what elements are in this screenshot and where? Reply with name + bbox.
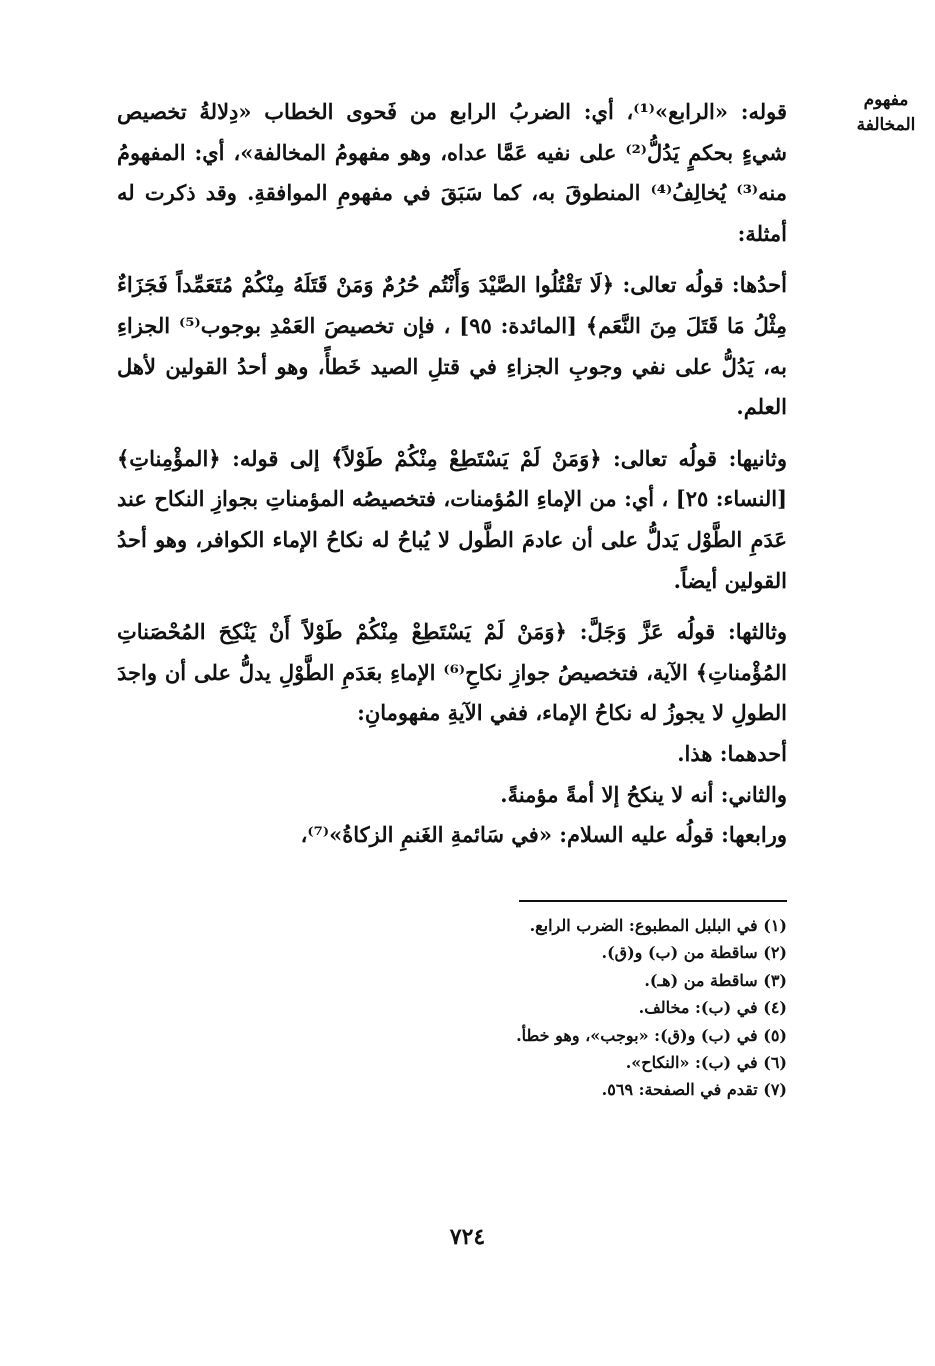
footnote-4: (٤) في (ب): مخالف. xyxy=(638,998,787,1018)
paragraph-5: أحدهما: هذا. xyxy=(677,740,787,766)
footnote-1: (١) في البلبل المطبوع: الضرب الرابع. xyxy=(529,916,787,935)
footnote-divider xyxy=(519,900,787,902)
margin-heading xyxy=(851,88,921,137)
footnotes xyxy=(147,912,787,1104)
paragraph-4: وثالثها: قولُه عَزَّ وَجَلَّ: ﴿وَمَنْ لَمْ يَسْتَطِعْ مِنْكُمْ طَوْلاً أَنْ يَنْكِحَ المُحْصَناتِ المُؤْمناتِ﴾ الآية، فتخصيصُ جوازِ نكاحِ⁽⁶⁾ الإماءِ بعَدَمِ الطَّوْلِ يدلُّ على أن واجدَ الطولِ لا يجوزُ له نكاحُ الإماء، ففي الآيةِ مفهومانِ: xyxy=(117,619,787,726)
footnote-7: (٧) تقدم في الصفحة: ٥٦٩. xyxy=(601,1080,787,1100)
paragraph-2: أحدُها: قولُه تعالى: ﴿لَا تَقْتُلُوا الصَّيْدَ وَأَنْتُم حُرُمٌ وَمَنْ قَتَلَهُ مِنْكُمْ مُتَعَمِّداً فَجَزَاءٌ مِثْلُ مَا قَتَلَ مِنَ النَّعَم﴾ [المائدة: ٩٥] ، فإن تخصيصَ العَمْدِ بوجوب⁽⁵⁾ الجزاءِ به، يَدُلُّ على نفي وجوبِ الجزاءِ في قتلِ الصيد خَطأً، وهو أحدُ القولين لأهل العلم. xyxy=(117,272,788,420)
page-number: ٧٢٤ xyxy=(449,1224,486,1250)
footnote-2: (٢) ساقطة من (ب) و(ق). xyxy=(601,943,787,963)
paragraph-3: وثانيها: قولُه تعالى: ﴿وَمَنْ لَمْ يَسْتَطِعْ مِنْكُمْ طَوْلاً﴾ إلى قوله: ﴿المؤْمِناتِ﴾ [النساء: ٢٥] ، أي: من الإماءِ المُؤمنات، فتخصيصُه المؤمناتِ بجوازِ النكاح عند عَدَمِ الطَّوْل يَدلُّ على أن عادمَ الطَّول لا يُباحُ له نكاحُ الإماء الكوافر، وهو أحدُ القولين أيضاً. xyxy=(117,445,788,593)
footnote-5: (٥) في (ب) و(ق): «بوجب»، وهو خطأ. xyxy=(516,1025,787,1045)
footnote-3: (٣) ساقطة من (هـ). xyxy=(644,970,787,990)
main-text xyxy=(117,92,787,856)
paragraph-7: ورابعها: قولُه عليه السلام: «في سَائمةِ الغَنمِ الزكاةُ»⁽⁷⁾، xyxy=(300,822,787,848)
paragraph-6: والثاني: أنه لا ينكحُ إلا أمةً مؤمنةً. xyxy=(500,781,787,807)
margin-heading-line-2: المخالفة xyxy=(856,114,916,135)
margin-heading-line-1: مفهوم xyxy=(863,90,909,110)
footnote-6: (٦) في (ب): «النكاح». xyxy=(625,1053,787,1073)
paragraph-1: قوله: «الرابع»⁽¹⁾، أي: الضربُ الرابع من فَحوى الخطاب «دِلالةُ تخصيص شيءٍ بحكمٍ يَدُلُّ⁽²⁾ على نفيه عَمَّا عداه، وهو مفهومُ المخالفة»، أي: المفهومُ منه⁽³⁾ يُخالِفُ⁽⁴⁾ المنطوقَ به، كما سَبَقَ في مفهومِ الموافقةِ. وقد ذكرت له أمثلة: xyxy=(117,99,787,246)
